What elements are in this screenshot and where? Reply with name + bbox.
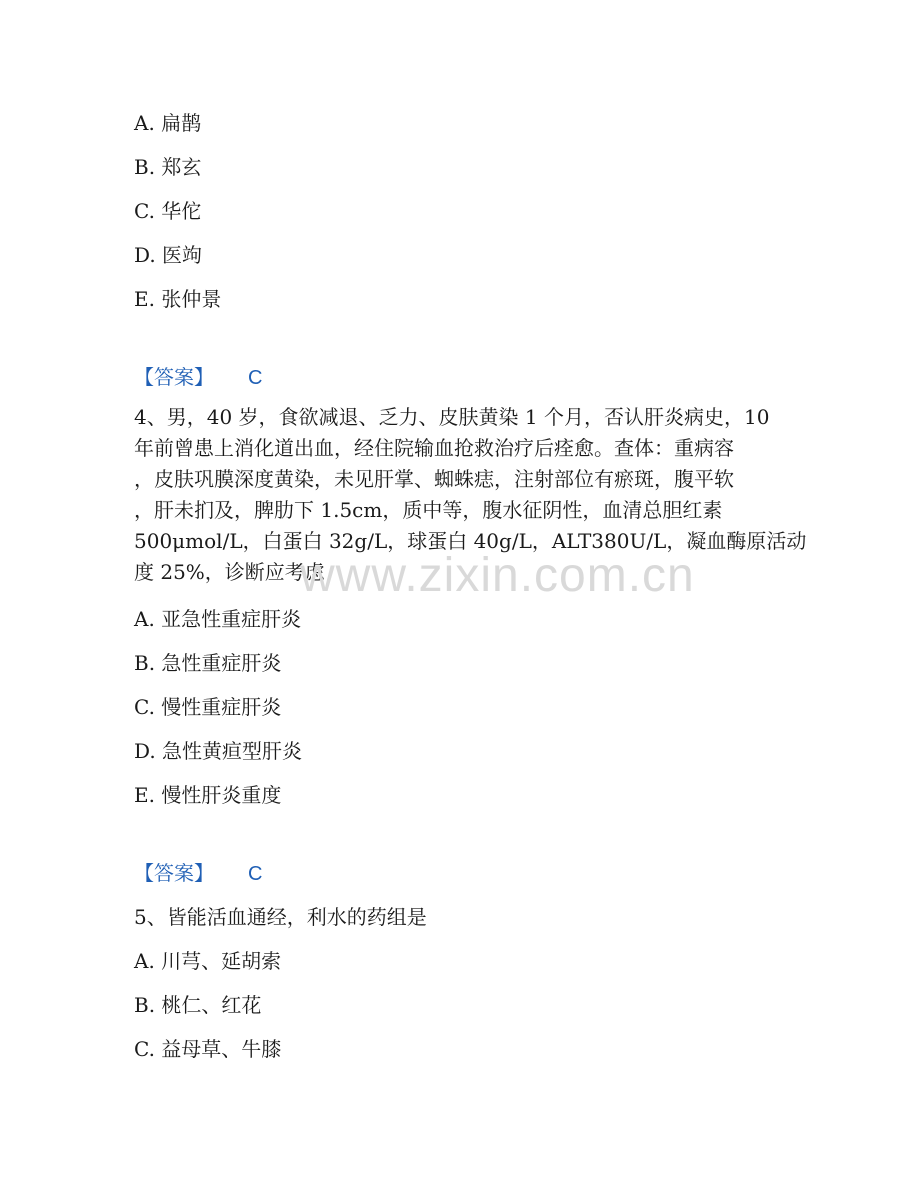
q5-option-b: B. 桃仁、红花: [134, 993, 262, 1017]
q4-stem-line: ，皮肤巩膜深度黄染，未见肝掌、蜘蛛痣，注射部位有瘀斑，腹平软: [134, 467, 734, 491]
q4-option-c: C. 慢性重症肝炎: [134, 695, 282, 719]
q4-stem-line: 年前曾患上消化道出血，经住院输血抢救治疗后痊愈。查体：重病容: [134, 436, 734, 460]
q4-stem: [134, 402, 807, 588]
q4-option-d: D. 急性黄疸型肝炎: [134, 739, 303, 763]
answer-tag: 【答案】: [134, 365, 214, 389]
q3-option-b: B. 郑玄: [134, 155, 202, 179]
q4-option-b: B. 急性重症肝炎: [134, 651, 282, 675]
answer-tag: 【答案】: [134, 861, 214, 885]
q3-option-c: C. 华佗: [134, 199, 202, 223]
q4-stem-line: 4、男，40 岁，食欲减退、乏力、皮肤黄染 1 个月，否认肝炎病史，10: [134, 405, 770, 429]
q4-answer: [134, 858, 262, 889]
watermark: www.zixin.com.cn: [300, 549, 695, 602]
answer-value: C: [248, 367, 263, 389]
q4-option-a: A. 亚急性重症肝炎: [134, 607, 302, 631]
q5-stem: 5、皆能活血通经，利水的药组是: [134, 905, 427, 929]
q4-stem-line: 500μmol/L，白蛋白 32g/L，球蛋白 40g/L，ALT380U/L，凝血酶原活动: [134, 529, 807, 553]
q3-answer: [134, 362, 262, 393]
q3-option-a: A. 扁鹊: [134, 111, 202, 135]
q3-option-e: E. 张仲景: [134, 287, 222, 311]
q5-option-c: C. 益母草、牛膝: [134, 1037, 282, 1061]
q4-stem-line: ，肝未扪及，脾肋下 1.5cm，质中等，腹水征阴性，血清总胆红素: [134, 498, 723, 522]
q5-option-a: A. 川芎、延胡索: [134, 949, 282, 973]
q3-option-d: D. 医竘: [134, 243, 203, 267]
q4-stem-line: 度 25%，诊断应考虑: [134, 560, 325, 584]
answer-value: C: [248, 863, 263, 885]
q4-option-e: E. 慢性肝炎重度: [134, 783, 282, 807]
